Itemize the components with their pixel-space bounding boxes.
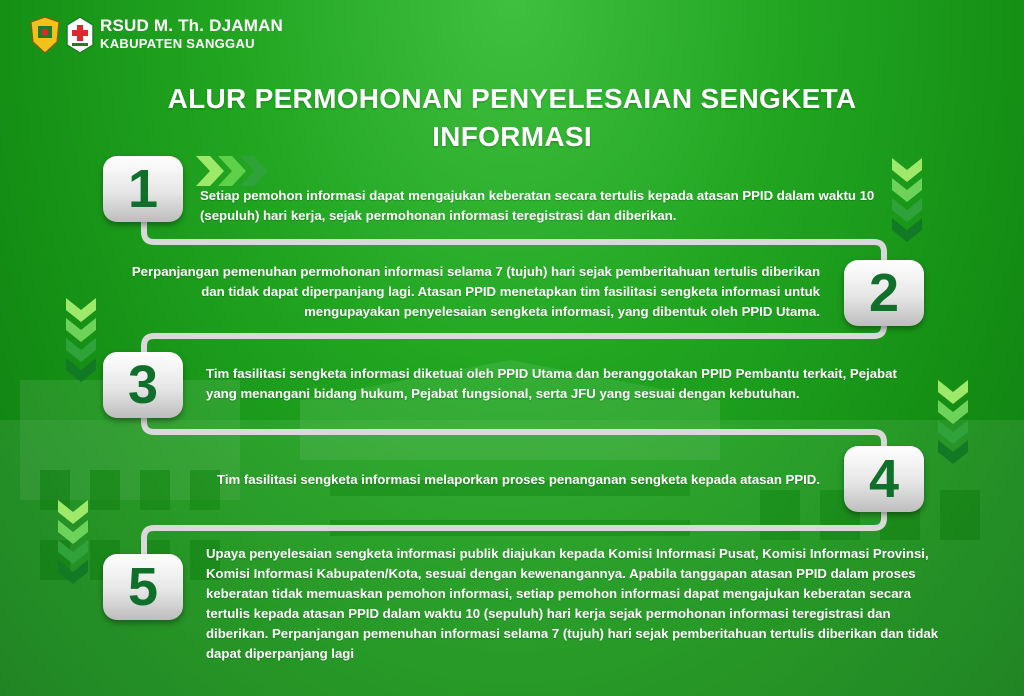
chevron-arrow-icon [938, 380, 968, 470]
chevron-arrow-icon [66, 298, 96, 388]
chevron-arrow-icon [196, 156, 276, 186]
step-number-4: 4 [844, 446, 924, 512]
chevron-arrow-icon [892, 158, 922, 248]
step-text-3: Tim fasilitasi sengketa informasi diketuai oleh PPID Utama dan beranggotakan PPID Pembantu terkait, Pejabat yang menangani bidang hukum, Pejabat fungsional, serta JFU yang sesuai dengan kebutuhan. [206, 366, 897, 401]
org-name: RSUD M. Th. DJAMAN [100, 16, 284, 35]
step-number-2: 2 [844, 260, 924, 326]
step-text-2: Perpanjangan pemenuhan permohonan informasi selama 7 (tujuh) hari sejak pemberitahuan tertulis diberikan dan tidak dapat diperpanjang lagi. Atasan PPID menetapkan tim fasilitasi sengketa informasi untuk mengupayakan penyelesaian sengketa informasi, yang dibentuk oleh PPID Utama. [131, 264, 820, 319]
step-text-4: Tim fasilitasi sengketa informasi melaporkan proses penanganan sengketa kepada atasan PPID. [217, 472, 820, 487]
step-text-5: Upaya penyelesaian sengketa informasi publik diajukan kepada Komisi Informasi Pusat, Komisi Informasi Provinsi, Komisi Informasi Kabupaten/Kota, sesuai dengan kewenangannya. Apabila tanggapan atasan PPID dalam proses keberatan tidak memuaskan pemohon informasi, setiap pemohon informasi dapat mengajukan keberatan secara tertulis kepada atasan PPID dalam waktu 10 (sepuluh) hari kerja sejak permohonan informasi teregistrasi dan diberikan. Perpanjangan pemenuhan informasi selama 7 (tujuh) hari sejak pemberitahuan tertulis diberikan dan tidak dapat diperpanjang lagi [206, 546, 939, 661]
title-line-2: INFORMASI [432, 121, 592, 152]
step-number-3: 3 [103, 352, 183, 418]
org-region: KABUPATEN SANGGAU [100, 36, 255, 51]
step-text-1: Setiap pemohon informasi dapat mengajukan keberatan secara tertulis kepada atasan PPID dalam waktu 10 (sepuluh) hari kerja, sejak permohonan informasi teregistrasi dan diberikan. [200, 188, 875, 223]
step-number-5: 5 [103, 554, 183, 620]
step-number-1: 1 [103, 156, 183, 222]
title-line-1: ALUR PERMOHONAN PENYELESAIAN SENGKETA [167, 83, 857, 114]
chevron-arrow-icon [58, 500, 88, 590]
